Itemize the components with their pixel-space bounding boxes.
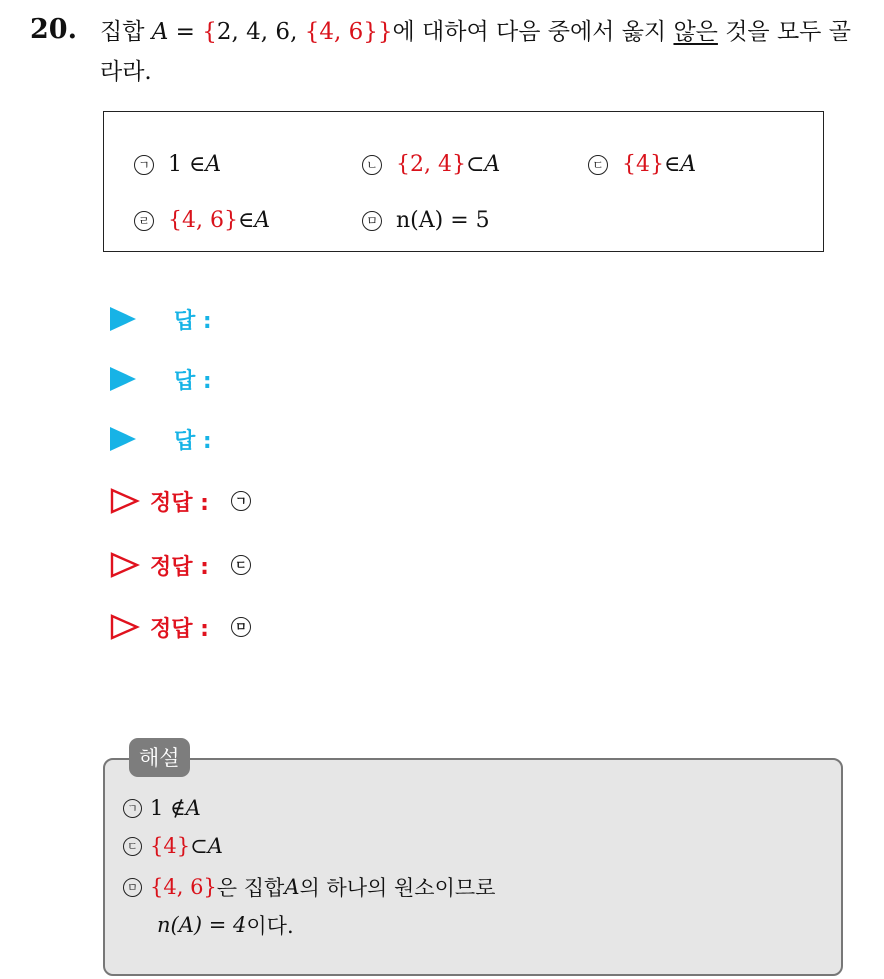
answer-label: 답 : — [174, 368, 212, 394]
set-variable: A — [151, 19, 169, 45]
choice-red: {4, 6} — [168, 208, 238, 233]
circled-marker-icon: ㄱ — [123, 799, 142, 818]
choices-box — [103, 111, 824, 252]
play-triangle-icon — [110, 367, 136, 391]
circled-marker-icon: ㄱ — [231, 491, 251, 511]
play-triangle-icon — [110, 307, 136, 331]
choice-text-post: ⊂ — [465, 152, 485, 177]
outline-triangle-icon — [110, 552, 140, 578]
play-triangle-icon — [110, 427, 136, 451]
choice-5 — [362, 208, 490, 233]
question-mid: 에 대하여 다음 중에서 옳지 — [392, 19, 674, 45]
circled-marker-icon: ㄷ — [123, 837, 142, 856]
solution-box — [103, 758, 843, 976]
choice-4 — [134, 208, 270, 233]
solution-red: {4, 6} — [150, 875, 217, 899]
open-brace: { — [202, 19, 217, 45]
circled-marker-icon: ㄹ — [134, 211, 154, 231]
circled-marker-icon: ㅁ — [362, 211, 382, 231]
correct-label: 정답 : — [150, 554, 209, 580]
correct-answer-3 — [110, 610, 265, 644]
choice-text-post: ∈ — [237, 208, 255, 233]
solution-text: n(A) = 4 — [157, 913, 247, 937]
outline-triangle-icon — [110, 488, 140, 514]
circled-marker-icon: ㅁ — [123, 878, 142, 897]
choice-text: n(A) = 5 — [396, 208, 490, 233]
correct-label: 정답 : — [150, 616, 209, 642]
question-intro: 집합 — [100, 19, 145, 45]
solution-var: A — [185, 796, 201, 820]
choice-2 — [362, 152, 500, 177]
set-elements: 2, 4, 6, — [216, 19, 305, 45]
circled-marker-icon: ㄴ — [362, 155, 382, 175]
answer-label: 답 : — [174, 428, 212, 454]
choice-var: A — [680, 152, 697, 177]
question-end: 것을 모두 골라라. — [100, 19, 851, 85]
underlined-word: 않은 — [673, 19, 718, 45]
solution-line-4 — [157, 910, 294, 940]
question-number: 20. — [30, 14, 77, 45]
answer-blank-1 — [110, 302, 212, 336]
question-text — [100, 12, 870, 92]
circled-marker-icon: ㄷ — [231, 555, 251, 575]
choice-text: 1 ∈ — [168, 152, 206, 177]
choice-1 — [134, 152, 221, 177]
answer-blank-3 — [110, 422, 212, 456]
choice-var: A — [484, 152, 501, 177]
solution-line-1 — [123, 796, 201, 820]
solution-tail: 의 하나의 원소이므로 — [299, 876, 496, 900]
circled-marker-icon: ㄱ — [134, 155, 154, 175]
answer-label: 답 : — [174, 308, 212, 334]
choice-3 — [588, 152, 696, 177]
correct-answer-1 — [110, 484, 265, 518]
choice-text-post: ∈ — [664, 152, 681, 177]
solution-line-2 — [123, 834, 223, 858]
solution-var: A — [284, 875, 300, 899]
choice-var: A — [205, 152, 222, 177]
solution-tab: 해설 — [129, 738, 190, 777]
outline-triangle-icon — [110, 614, 140, 640]
circled-marker-icon: ㄷ — [588, 155, 608, 175]
choice-red: {4} — [622, 152, 664, 177]
close-brace: } — [377, 19, 393, 45]
solution-var: A — [207, 834, 223, 858]
solution-text: 1 ∉ — [150, 796, 186, 820]
correct-label: 정답 : — [150, 490, 209, 516]
inner-set: {4, 6} — [304, 19, 378, 45]
solution-text-b: 은 집합 — [216, 876, 285, 900]
choice-var: A — [254, 208, 271, 233]
equals-sign: = — [168, 19, 203, 45]
choice-red: {2, 4} — [396, 152, 466, 177]
solution-text-b: ⊂ — [190, 834, 208, 858]
solution-red: {4} — [150, 834, 191, 858]
solution-line-3 — [123, 872, 495, 902]
circled-marker-icon: ㅁ — [231, 617, 251, 637]
solution-text-b: 이다. — [246, 914, 294, 938]
correct-answer-2 — [110, 548, 265, 582]
answer-blank-2 — [110, 362, 212, 396]
